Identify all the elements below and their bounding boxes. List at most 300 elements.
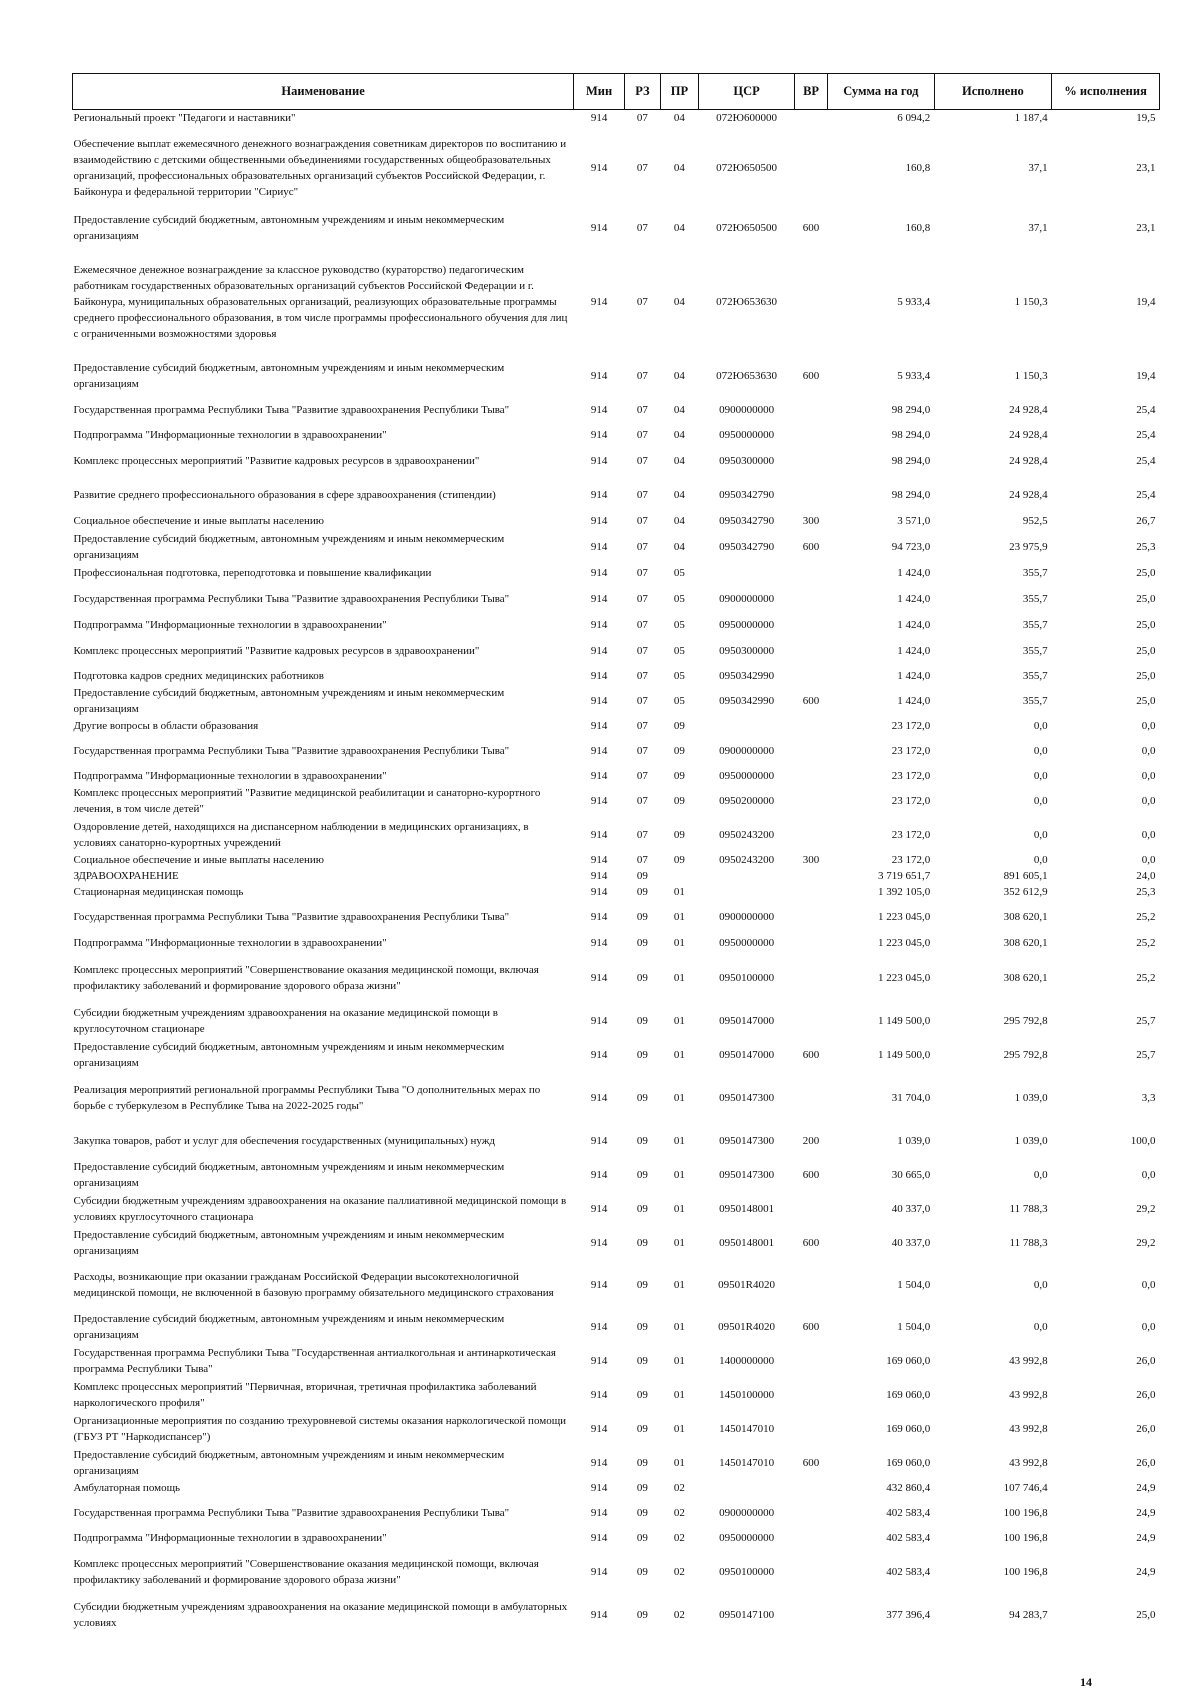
cell-done: 891 605,1 bbox=[1003, 870, 1048, 882]
cell-pr: 04 bbox=[673, 222, 685, 234]
cell-csr: 0900000000 bbox=[719, 911, 775, 923]
cell-sum: 160,8 bbox=[905, 222, 931, 234]
cell-done: 37,1 bbox=[1028, 162, 1048, 174]
cell-pct: 25,3 bbox=[1136, 541, 1156, 553]
table-row bbox=[73, 1378, 1160, 1412]
cell-vr: 300 bbox=[802, 854, 820, 866]
cell-name: Другие вопросы в области образования bbox=[73, 720, 259, 732]
cell-name: Комплекс процессных мероприятий "Развитие кадровых ресурсов в здравоохранении" bbox=[73, 645, 480, 657]
cell-csr: 0950000000 bbox=[719, 429, 775, 441]
cell-vr: 600 bbox=[802, 541, 820, 553]
cell-name: Комплекс процессных мероприятий "Совершенствование оказания медицинской помощи, включая профилактику заболеваний и формирование здорового образа жизни" bbox=[73, 1558, 539, 1586]
cell-pct: 25,4 bbox=[1136, 455, 1156, 467]
cell-rz: 09 bbox=[636, 870, 648, 882]
cell-pct: 25,3 bbox=[1136, 886, 1156, 898]
cell-pct: 3,3 bbox=[1141, 1092, 1156, 1104]
cell-min: 914 bbox=[590, 1457, 608, 1469]
cell-pr: 09 bbox=[673, 770, 685, 782]
cell-vr bbox=[795, 634, 828, 668]
cell-rz: 07 bbox=[636, 567, 648, 579]
cell-done: 43 992,8 bbox=[1009, 1355, 1048, 1367]
cell-csr: 0900000000 bbox=[719, 404, 775, 416]
table-row bbox=[73, 478, 1160, 512]
cell-sum: 23 172,0 bbox=[891, 854, 931, 866]
cell-pr bbox=[660, 868, 698, 884]
cell-rz: 09 bbox=[636, 1169, 648, 1181]
cell-sum: 169 060,0 bbox=[886, 1389, 931, 1401]
header-min: Мин bbox=[574, 74, 625, 110]
cell-sum: 377 396,4 bbox=[886, 1609, 931, 1621]
cell-pr: 09 bbox=[673, 795, 685, 807]
cell-vr bbox=[795, 1192, 828, 1226]
cell-name: Подпрограмма "Информационные технологии в здравоохранении" bbox=[73, 937, 387, 949]
cell-pct: 0,0 bbox=[1141, 770, 1156, 782]
cell-rz: 09 bbox=[636, 886, 648, 898]
cell-csr: 0950342990 bbox=[719, 695, 775, 707]
cell-name: Социальное обеспечение и иные выплаты населению bbox=[73, 854, 325, 866]
cell-csr: 072Ю653630 bbox=[716, 370, 777, 382]
cell-pr: 01 bbox=[673, 1135, 685, 1147]
header-done: Исполнено bbox=[934, 74, 1051, 110]
cell-rz: 09 bbox=[636, 972, 648, 984]
cell-done: 37,1 bbox=[1028, 222, 1048, 234]
cell-pct: 26,0 bbox=[1136, 1355, 1156, 1367]
cell-pct: 25,2 bbox=[1136, 937, 1156, 949]
cell-done: 11 788,3 bbox=[1009, 1237, 1048, 1249]
cell-csr: 0950148001 bbox=[719, 1203, 775, 1215]
header-vr: ВР bbox=[795, 74, 828, 110]
cell-csr: 0950300000 bbox=[719, 455, 775, 467]
cell-name: Предоставление субсидий бюджетным, автономным учреждениям и иным некоммерческим организациям bbox=[73, 1449, 505, 1477]
cell-vr bbox=[795, 718, 828, 734]
cell-name: Подпрограмма "Информационные технологии в здравоохранении" bbox=[73, 619, 387, 631]
cell-done: 355,7 bbox=[1022, 670, 1048, 682]
cell-pr: 01 bbox=[673, 911, 685, 923]
cell-name: Государственная программа Республики Тыва "Развитие здравоохранения Республики Тыва" bbox=[73, 911, 510, 923]
cell-pct: 23,1 bbox=[1136, 222, 1156, 234]
cell-min: 914 bbox=[590, 541, 608, 553]
cell-done: 308 620,1 bbox=[1003, 911, 1048, 923]
cell-pct: 26,0 bbox=[1136, 1457, 1156, 1469]
cell-name: Ежемесячное денежное вознаграждение за классное руководство (кураторство) педагогическим работникам государственных образовательных организаций субъектов Российской Федерации и г. Байконура, муниципальных образовательных организаций, реализующих образовательные программы среднего профессионального образования, в том числе программы профессионального обучения для лиц с ограниченными возможностями здоровья bbox=[73, 264, 568, 340]
cell-rz: 09 bbox=[636, 1532, 648, 1544]
cell-min: 914 bbox=[590, 567, 608, 579]
cell-rz: 07 bbox=[636, 670, 648, 682]
cell-min: 914 bbox=[590, 770, 608, 782]
cell-sum: 40 337,0 bbox=[891, 1237, 931, 1249]
cell-vr bbox=[795, 934, 828, 952]
cell-done: 24 928,4 bbox=[1009, 404, 1048, 416]
cell-csr: 09501R4020 bbox=[718, 1321, 775, 1333]
budget-table bbox=[72, 73, 1160, 1632]
table-row bbox=[73, 734, 1160, 768]
cell-name: Государственная программа Республики Тыва "Государственная антиалкогольная и антинаркотическая программа Республики Тыва" bbox=[73, 1347, 556, 1375]
cell-min: 914 bbox=[590, 1482, 608, 1494]
table-row bbox=[73, 1412, 1160, 1446]
cell-min: 914 bbox=[590, 886, 608, 898]
cell-pr: 09 bbox=[673, 829, 685, 841]
cell-rz: 09 bbox=[636, 1321, 648, 1333]
cell-done: 308 620,1 bbox=[1003, 972, 1048, 984]
cell-name: Государственная программа Республики Тыва "Развитие здравоохранения Республики Тыва" bbox=[73, 404, 510, 416]
cell-pct: 0,0 bbox=[1141, 1169, 1156, 1181]
cell-name: Оздоровление детей, находящихся на диспансерном наблюдении в медицинских организациях, в условиях санаторно-курортных учреждений bbox=[73, 821, 529, 849]
cell-vr bbox=[795, 668, 828, 684]
cell-name: Профессиональная подготовка, переподготовка и повышение квалификации bbox=[73, 567, 432, 579]
cell-vr bbox=[795, 768, 828, 784]
cell-name: Субсидии бюджетным учреждениям здравоохранения на оказание медицинской помощи в амбулаторных условиях bbox=[73, 1601, 568, 1629]
cell-pct: 25,0 bbox=[1136, 645, 1156, 657]
cell-min: 914 bbox=[590, 911, 608, 923]
cell-done: 1 150,3 bbox=[1014, 296, 1048, 308]
cell-name: Комплекс процессных мероприятий "Совершенствование оказания медицинской помощи, включая профилактику заболеваний и формирование здорового образа жизни" bbox=[73, 964, 539, 992]
cell-sum: 6 094,2 bbox=[897, 112, 931, 124]
cell-vr bbox=[795, 868, 828, 884]
cell-rz: 07 bbox=[636, 720, 648, 732]
cell-sum: 1 223 045,0 bbox=[877, 937, 931, 949]
cell-done: 0,0 bbox=[1033, 720, 1048, 732]
table-row bbox=[73, 900, 1160, 934]
cell-pct: 24,0 bbox=[1136, 870, 1156, 882]
table-row bbox=[73, 718, 1160, 734]
cell-name: Комплекс процессных мероприятий "Развитие кадровых ресурсов в здравоохранении" bbox=[73, 455, 480, 467]
cell-csr: 1450147010 bbox=[719, 1457, 775, 1469]
cell-name: Реализация мероприятий региональной программы Республики Тыва "О дополнительных мерах по борьбе с туберкулезом в Республике Тыва на 2022-2025 годы" bbox=[73, 1084, 541, 1112]
cell-vr bbox=[795, 110, 828, 127]
cell-name: Государственная программа Республики Тыва "Развитие здравоохранения Республики Тыва" bbox=[73, 1507, 510, 1519]
table-row bbox=[73, 768, 1160, 784]
cell-pr: 01 bbox=[673, 1203, 685, 1215]
cell-sum: 402 583,4 bbox=[886, 1566, 931, 1578]
cell-csr: 0950342790 bbox=[719, 515, 775, 527]
table-row bbox=[73, 358, 1160, 394]
table-body bbox=[73, 110, 1160, 1633]
table-row bbox=[73, 1344, 1160, 1378]
cell-sum: 1 424,0 bbox=[897, 670, 931, 682]
cell-name: Предоставление субсидий бюджетным, автономным учреждениям и иным некоммерческим организациям bbox=[73, 362, 505, 390]
cell-done: 24 928,4 bbox=[1009, 429, 1048, 441]
cell-rz: 09 bbox=[636, 1507, 648, 1519]
table-row bbox=[73, 1158, 1160, 1192]
cell-pct: 26,0 bbox=[1136, 1389, 1156, 1401]
cell-pr: 04 bbox=[673, 429, 685, 441]
cell-name: Подпрограмма "Информационные технологии в здравоохранении" bbox=[73, 770, 387, 782]
table-row bbox=[73, 668, 1160, 684]
cell-pct: 25,2 bbox=[1136, 972, 1156, 984]
cell-csr bbox=[698, 564, 794, 582]
cell-vr bbox=[795, 444, 828, 478]
table-header bbox=[73, 74, 1160, 110]
cell-vr: 600 bbox=[802, 695, 820, 707]
cell-csr: 0950000000 bbox=[719, 770, 775, 782]
cell-vr: 600 bbox=[802, 1169, 820, 1181]
cell-sum: 1 424,0 bbox=[897, 619, 931, 631]
cell-vr: 200 bbox=[802, 1135, 820, 1147]
table-row bbox=[73, 784, 1160, 818]
cell-pr: 04 bbox=[673, 296, 685, 308]
cell-name: Комплекс процессных мероприятий "Развитие медицинской реабилитации и санаторно-курортного лечения, в том числе детей" bbox=[73, 787, 541, 815]
cell-sum: 160,8 bbox=[905, 162, 931, 174]
cell-rz: 09 bbox=[636, 1457, 648, 1469]
table-row bbox=[73, 246, 1160, 358]
cell-pr: 04 bbox=[673, 112, 685, 124]
cell-done: 355,7 bbox=[1022, 645, 1048, 657]
cell-rz: 07 bbox=[636, 745, 648, 757]
cell-pr: 09 bbox=[673, 745, 685, 757]
cell-csr: 1450100000 bbox=[719, 1389, 775, 1401]
cell-rz: 09 bbox=[636, 1482, 648, 1494]
table-row bbox=[73, 394, 1160, 426]
cell-sum: 1 504,0 bbox=[897, 1279, 931, 1291]
cell-csr: 0950200000 bbox=[719, 795, 775, 807]
cell-pr: 01 bbox=[673, 1279, 685, 1291]
cell-done: 1 187,4 bbox=[1014, 112, 1048, 124]
cell-rz: 07 bbox=[636, 515, 648, 527]
cell-csr: 0950243200 bbox=[719, 854, 775, 866]
page-number: 14 bbox=[1080, 1675, 1092, 1689]
cell-pr: 02 bbox=[673, 1609, 685, 1621]
cell-sum: 169 060,0 bbox=[886, 1355, 931, 1367]
cell-done: 355,7 bbox=[1022, 619, 1048, 631]
cell-done: 100 196,8 bbox=[1003, 1566, 1048, 1578]
cell-csr: 0950147300 bbox=[719, 1135, 775, 1147]
cell-pr: 05 bbox=[673, 670, 685, 682]
cell-csr: 072Ю600000 bbox=[716, 112, 777, 124]
cell-pct: 23,1 bbox=[1136, 162, 1156, 174]
cell-rz: 07 bbox=[636, 162, 648, 174]
cell-vr bbox=[795, 1530, 828, 1546]
cell-done: 952,5 bbox=[1022, 515, 1048, 527]
cell-done: 43 992,8 bbox=[1009, 1423, 1048, 1435]
cell-pr: 05 bbox=[673, 645, 685, 657]
cell-pr: 05 bbox=[673, 619, 685, 631]
cell-min: 914 bbox=[590, 1532, 608, 1544]
cell-csr bbox=[698, 1480, 794, 1496]
cell-name: Предоставление субсидий бюджетным, автономным учреждениям и иным некоммерческим организациям bbox=[73, 687, 505, 715]
cell-vr bbox=[795, 734, 828, 768]
cell-min: 914 bbox=[590, 795, 608, 807]
cell-csr bbox=[698, 884, 794, 900]
cell-rz: 07 bbox=[636, 222, 648, 234]
cell-pr: 02 bbox=[673, 1507, 685, 1519]
cell-done: 107 746,4 bbox=[1003, 1482, 1048, 1494]
cell-csr: 0950342990 bbox=[719, 670, 775, 682]
cell-min: 914 bbox=[590, 1279, 608, 1291]
table-row bbox=[73, 852, 1160, 868]
cell-sum: 1 039,0 bbox=[897, 1135, 931, 1147]
cell-done: 1 150,3 bbox=[1014, 370, 1048, 382]
cell-name: Организационные мероприятия по созданию трехуровневой системы оказания наркологической помощи (ГБУЗ РТ "Наркодиспансер") bbox=[73, 1415, 567, 1443]
cell-pr: 02 bbox=[673, 1532, 685, 1544]
cell-name: Региональный проект "Педагоги и наставники" bbox=[73, 112, 296, 124]
cell-sum: 432 860,4 bbox=[886, 1482, 931, 1494]
table-row bbox=[73, 1598, 1160, 1632]
cell-csr: 0950147100 bbox=[719, 1609, 775, 1621]
cell-pr: 04 bbox=[673, 404, 685, 416]
cell-name: Стационарная медицинская помощь bbox=[73, 886, 244, 898]
cell-done: 43 992,8 bbox=[1009, 1389, 1048, 1401]
cell-rz: 07 bbox=[636, 593, 648, 605]
cell-vr: 600 bbox=[802, 1321, 820, 1333]
cell-done: 23 975,9 bbox=[1009, 541, 1048, 553]
cell-rz: 09 bbox=[636, 937, 648, 949]
cell-min: 914 bbox=[590, 162, 608, 174]
cell-done: 0,0 bbox=[1033, 829, 1048, 841]
cell-vr bbox=[795, 1412, 828, 1446]
cell-vr bbox=[795, 1480, 828, 1496]
cell-done: 355,7 bbox=[1022, 695, 1048, 707]
cell-rz: 07 bbox=[636, 619, 648, 631]
cell-name: Субсидии бюджетным учреждениям здравоохранения на оказание медицинской помощи в круглосуточном стационаре bbox=[73, 1007, 498, 1035]
cell-pct: 19,4 bbox=[1136, 296, 1156, 308]
cell-pct: 25,0 bbox=[1136, 695, 1156, 707]
cell-sum: 1 149 500,0 bbox=[877, 1049, 931, 1061]
cell-pct: 0,0 bbox=[1141, 795, 1156, 807]
cell-min: 914 bbox=[590, 1566, 608, 1578]
cell-rz: 09 bbox=[636, 1609, 648, 1621]
cell-rz: 07 bbox=[636, 489, 648, 501]
cell-pr: 05 bbox=[673, 593, 685, 605]
table-row bbox=[73, 530, 1160, 564]
cell-min: 914 bbox=[590, 112, 608, 124]
table-row bbox=[73, 684, 1160, 718]
cell-min: 914 bbox=[590, 870, 608, 882]
cell-name: Государственная программа Республики Тыва "Развитие здравоохранения Республики Тыва" bbox=[73, 745, 510, 757]
cell-pct: 25,0 bbox=[1136, 1609, 1156, 1621]
cell-pr: 05 bbox=[673, 567, 685, 579]
cell-pr: 04 bbox=[673, 515, 685, 527]
cell-name: Подпрограмма "Информационные технологии в здравоохранении" bbox=[73, 429, 387, 441]
cell-pr: 04 bbox=[673, 541, 685, 553]
cell-done: 1 039,0 bbox=[1014, 1135, 1048, 1147]
cell-sum: 94 723,0 bbox=[891, 541, 931, 553]
cell-rz: 09 bbox=[636, 1279, 648, 1291]
document-page bbox=[72, 73, 1160, 1632]
cell-sum: 23 172,0 bbox=[891, 720, 931, 732]
cell-sum: 98 294,0 bbox=[891, 455, 931, 467]
cell-min: 914 bbox=[590, 222, 608, 234]
cell-sum: 1 424,0 bbox=[897, 645, 931, 657]
cell-rz: 09 bbox=[636, 1566, 648, 1578]
table-row bbox=[73, 1546, 1160, 1598]
cell-vr bbox=[795, 1072, 828, 1124]
cell-pct: 19,5 bbox=[1136, 112, 1156, 124]
table-row bbox=[73, 582, 1160, 616]
cell-rz: 07 bbox=[636, 404, 648, 416]
cell-pr: 01 bbox=[673, 1389, 685, 1401]
cell-rz: 09 bbox=[636, 1049, 648, 1061]
cell-csr: 0950147000 bbox=[719, 1049, 775, 1061]
cell-pr: 01 bbox=[673, 886, 685, 898]
cell-min: 914 bbox=[590, 1049, 608, 1061]
cell-vr bbox=[795, 1496, 828, 1530]
table-row bbox=[73, 426, 1160, 444]
cell-min: 914 bbox=[590, 670, 608, 682]
cell-name: Предоставление субсидий бюджетным, автономным учреждениям и иным некоммерческим организациям bbox=[73, 533, 505, 561]
cell-vr bbox=[795, 1004, 828, 1038]
cell-min: 914 bbox=[590, 720, 608, 732]
cell-csr: 0950100000 bbox=[719, 1566, 775, 1578]
cell-pct: 24,9 bbox=[1136, 1507, 1156, 1519]
cell-sum: 23 172,0 bbox=[891, 745, 931, 757]
cell-pct: 0,0 bbox=[1141, 745, 1156, 757]
cell-done: 0,0 bbox=[1033, 770, 1048, 782]
cell-sum: 169 060,0 bbox=[886, 1423, 931, 1435]
cell-rz: 07 bbox=[636, 541, 648, 553]
cell-sum: 402 583,4 bbox=[886, 1507, 931, 1519]
table-row bbox=[73, 1004, 1160, 1038]
cell-name: Закупка товаров, работ и услуг для обеспечения государственных (муниципальных) нужд bbox=[73, 1135, 495, 1147]
cell-pr: 04 bbox=[673, 455, 685, 467]
table-row bbox=[73, 512, 1160, 530]
header-pct: % исполнения bbox=[1052, 74, 1160, 110]
table-row bbox=[73, 1446, 1160, 1480]
cell-rz: 07 bbox=[636, 112, 648, 124]
cell-sum: 402 583,4 bbox=[886, 1532, 931, 1544]
cell-name: Субсидии бюджетным учреждениям здравоохранения на оказание паллиативной медицинской помощи в условиях круглосуточного стационара bbox=[73, 1195, 567, 1223]
cell-csr: 1400000000 bbox=[719, 1355, 775, 1367]
cell-rz: 07 bbox=[636, 296, 648, 308]
cell-min: 914 bbox=[590, 829, 608, 841]
cell-csr: 0950000000 bbox=[719, 619, 775, 631]
cell-vr bbox=[795, 246, 828, 358]
cell-pct: 100,0 bbox=[1130, 1135, 1156, 1147]
table-row bbox=[73, 1226, 1160, 1260]
cell-rz: 07 bbox=[636, 429, 648, 441]
cell-pr: 04 bbox=[673, 370, 685, 382]
cell-pct: 24,9 bbox=[1136, 1532, 1156, 1544]
table-row bbox=[73, 616, 1160, 634]
cell-vr: 600 bbox=[802, 222, 820, 234]
cell-rz: 09 bbox=[636, 1015, 648, 1027]
cell-pct: 0,0 bbox=[1141, 720, 1156, 732]
cell-pr: 01 bbox=[673, 1423, 685, 1435]
table-row bbox=[73, 884, 1160, 900]
cell-done: 11 788,3 bbox=[1009, 1203, 1048, 1215]
cell-name: Расходы, возникающие при оказании гражданам Российской Федерации высокотехнологичной медицинской помощи, не включенной в базовую программу обязательного медицинского страхования bbox=[73, 1271, 554, 1299]
cell-min: 914 bbox=[590, 1237, 608, 1249]
cell-pct: 29,2 bbox=[1136, 1203, 1156, 1215]
cell-csr: 0900000000 bbox=[719, 593, 775, 605]
cell-min: 914 bbox=[590, 645, 608, 657]
cell-vr: 600 bbox=[802, 1237, 820, 1249]
cell-min: 914 bbox=[590, 593, 608, 605]
cell-pr: 02 bbox=[673, 1566, 685, 1578]
header-pr: ПР bbox=[660, 74, 698, 110]
cell-sum: 3 719 651,7 bbox=[877, 870, 931, 882]
cell-sum: 31 704,0 bbox=[891, 1092, 931, 1104]
cell-pct: 0,0 bbox=[1141, 1279, 1156, 1291]
cell-rz: 09 bbox=[636, 1135, 648, 1147]
table-row bbox=[73, 126, 1160, 210]
cell-sum: 1 424,0 bbox=[897, 695, 931, 707]
cell-min: 914 bbox=[590, 1507, 608, 1519]
cell-done: 0,0 bbox=[1033, 1169, 1048, 1181]
cell-vr bbox=[795, 1260, 828, 1310]
cell-csr: 0950342790 bbox=[719, 541, 775, 553]
cell-sum: 1 223 045,0 bbox=[877, 911, 931, 923]
cell-pr: 01 bbox=[673, 1355, 685, 1367]
cell-pct: 25,4 bbox=[1136, 404, 1156, 416]
cell-pct: 25,7 bbox=[1136, 1049, 1156, 1061]
cell-min: 914 bbox=[590, 404, 608, 416]
cell-pct: 25,0 bbox=[1136, 593, 1156, 605]
cell-vr bbox=[795, 564, 828, 582]
cell-done: 355,7 bbox=[1022, 593, 1048, 605]
cell-vr bbox=[795, 784, 828, 818]
header-sum: Сумма на год bbox=[827, 74, 934, 110]
cell-sum: 23 172,0 bbox=[891, 795, 931, 807]
